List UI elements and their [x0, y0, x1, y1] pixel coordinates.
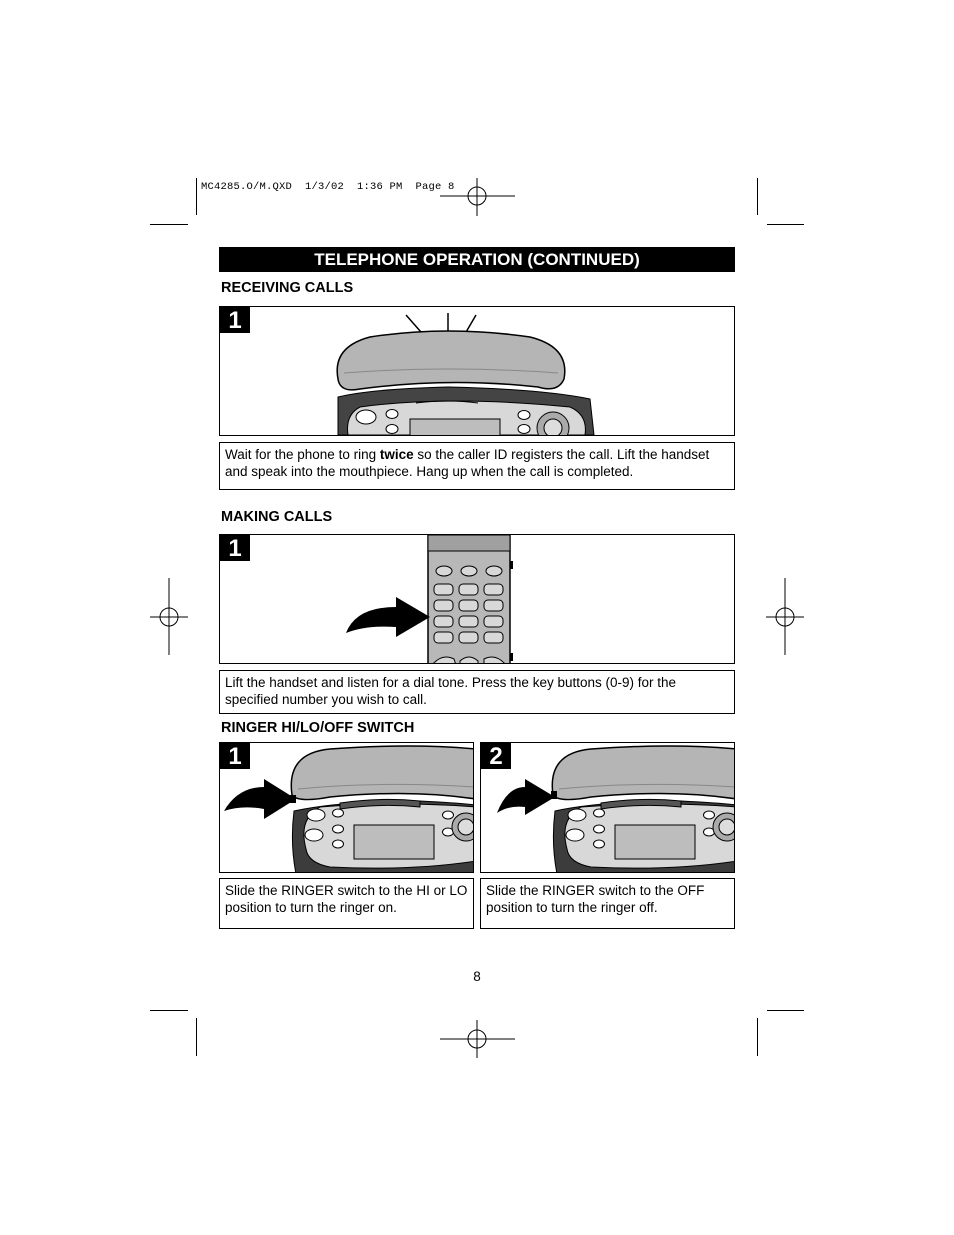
- receiving-calls-illustration-panel: [219, 306, 735, 436]
- caption-text: Wait for the phone to ring: [225, 447, 380, 462]
- step-number: 1: [220, 743, 250, 769]
- caption-emphasis: twice: [379, 447, 414, 462]
- page-title: TELEPHONE OPERATION (CONTINUED): [219, 247, 735, 272]
- ringer-step-1-illustration-panel: [219, 742, 474, 873]
- ringer-step-1-caption: Slide the RINGER switch to the HI or LO position to turn the ringer on.: [219, 878, 474, 929]
- print-slug: MC4285.O/M.QXD 1/3/02 1:36 PM Page 8: [201, 181, 455, 193]
- receiving-calls-caption: [219, 442, 735, 490]
- ringer-on-phone-illustration: [220, 743, 474, 873]
- registration-mark-bottom: [440, 1020, 516, 1060]
- ringing-phone-illustration: [220, 307, 735, 436]
- ringer-step-2-illustration-panel: [480, 742, 735, 873]
- making-calls-illustration-panel: [219, 534, 735, 664]
- registration-mark-right: [766, 578, 806, 656]
- registration-mark-top: [440, 178, 516, 218]
- section-heading-receiving-calls: RECEIVING CALLS: [221, 280, 354, 296]
- page-number: 8: [473, 969, 481, 984]
- ringer-step-2-caption: Slide the RINGER switch to the OFF position to turn the ringer off.: [480, 878, 735, 929]
- making-calls-caption: Lift the handset and listen for a dial tone. Press the key buttons (0-9) for the specified number you wish to call.: [219, 670, 735, 714]
- handset-keypad-illustration: [220, 535, 735, 664]
- section-heading-making-calls: MAKING CALLS: [221, 509, 333, 525]
- step-number: 1: [220, 307, 250, 333]
- registration-mark-left: [150, 578, 190, 656]
- caption-text: so the caller ID registers the call. Lift the handset and speak into the mouthpiece. Hang up when the call is completed.: [225, 447, 710, 479]
- ringer-off-phone-illustration: [481, 743, 735, 873]
- step-number: 2: [481, 743, 511, 769]
- step-number: 1: [220, 535, 250, 561]
- section-heading-ringer-switch: RINGER HI/LO/OFF SWITCH: [221, 720, 415, 736]
